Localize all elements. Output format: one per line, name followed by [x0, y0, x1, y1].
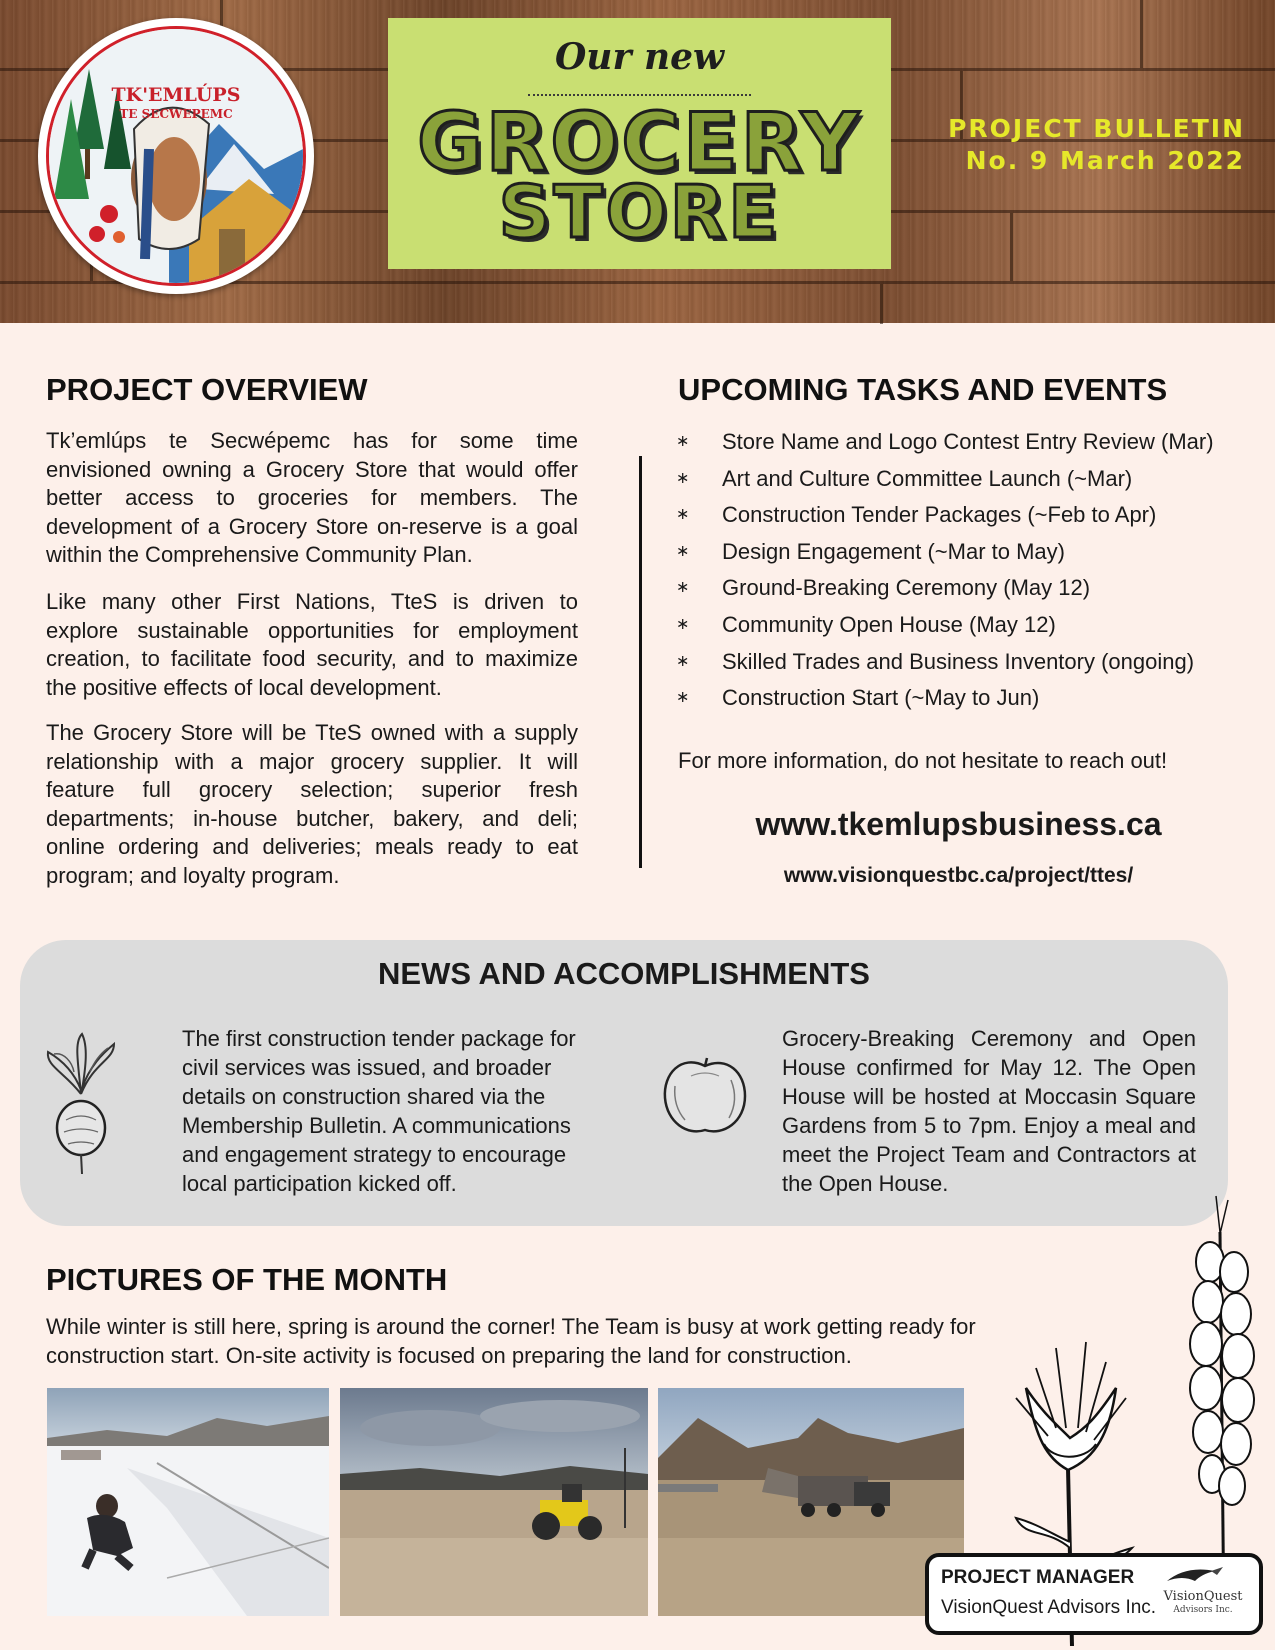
task-label: Construction Start (~May to Jun)	[722, 685, 1040, 711]
website-primary-link[interactable]: www.tkemlupsbusiness.ca	[755, 806, 1162, 842]
bullet-icon: ∗	[676, 615, 690, 633]
beet-icon	[44, 1032, 118, 1178]
visionquest-bird-icon	[1165, 1565, 1225, 1587]
visionquest-logo-line1: VisionQuest	[1163, 1589, 1243, 1604]
bullet-icon: ∗	[676, 689, 690, 707]
list-item	[676, 644, 1214, 681]
project-manager-label: PROJECT MANAGER	[941, 1567, 1135, 1588]
bulletin-label	[948, 113, 1245, 177]
title-box	[388, 18, 891, 269]
visionquest-logo-line2: Advisors Inc.	[1173, 1605, 1233, 1615]
task-label: Ground-Breaking Ceremony (May 12)	[722, 575, 1091, 601]
bullet-icon: ∗	[676, 506, 690, 524]
logo-text-line1: TK'EMLÚPS	[111, 84, 241, 106]
title-our-new: Our new	[554, 36, 725, 78]
list-item	[676, 461, 1214, 498]
task-label: Construction Tender Packages (~Feb to Apr)	[722, 502, 1157, 528]
overview-paragraph-1: Tk’emlúps te Secwépemc has for some time envisioned owning a Grocery Store that would offer better access to groceries for members. The development of a Grocery Store on-reserve is a goal within the Comprehensive Community Plan.	[46, 428, 578, 567]
task-label: Community Open House (May 12)	[722, 611, 1056, 637]
news-band	[20, 940, 1228, 1226]
project-manager-name: VisionQuest Advisors Inc.	[941, 1597, 1157, 1618]
pictures-heading: PICTURES OF THE MONTH	[46, 1262, 448, 1297]
upcoming-heading: UPCOMING TASKS AND EVENTS	[678, 372, 1168, 407]
overview-paragraph-2: Like many other First Nations, TteS is driven to explore sustainable opportunities for employment creation, to facilitate food security, and to maximize the positive effects of local development.	[46, 589, 578, 700]
bulletin-issue: No. 9 March 2022	[965, 146, 1245, 175]
title-grocery: GROCERY	[417, 96, 862, 189]
plank-seam	[880, 284, 883, 324]
website-secondary-link[interactable]: www.visionquestbc.ca/project/ttes/	[783, 864, 1134, 887]
title-store: STORE	[498, 170, 781, 254]
list-item	[676, 497, 1214, 534]
column-divider	[639, 456, 642, 868]
logo-ring	[46, 26, 306, 286]
contact-text: For more information, do not hesitate to reach out!	[678, 748, 1168, 773]
news-left-text: The first construction tender package for civil services was issued, and broader details on construction shared via the Membership Bulletin. A communications and engagement strategy to encourage local participation kicked off.	[182, 1026, 576, 1196]
overview-paragraph-3: The Grocery Store will be TteS owned with a supply relationship with a major grocery supplier. It will feature full grocery selection; superior fresh departments; in-house butcher, bakery, and deli; online ordering and deliveries; meals ready to eat program; and loyalty program.	[46, 720, 578, 888]
task-label: Store Name and Logo Contest Entry Review (Mar)	[722, 429, 1214, 454]
photo-snowy-site	[47, 1388, 329, 1616]
list-item	[676, 607, 1214, 644]
photo-dump-truck	[658, 1388, 964, 1616]
project-manager-box	[925, 1553, 1263, 1635]
logo-illustration	[49, 29, 303, 283]
bullet-icon: ∗	[676, 652, 690, 670]
list-item	[676, 534, 1214, 571]
list-item	[676, 680, 1214, 717]
logo-text-line2: TE SECWEPEMC	[119, 107, 233, 121]
news-heading: NEWS AND ACCOMPLISHMENTS	[378, 956, 870, 991]
upcoming-task-list	[676, 424, 1214, 717]
list-item	[676, 570, 1214, 607]
plank-seam	[1010, 213, 1013, 281]
photo-compactor-roller	[340, 1388, 648, 1616]
bullet-icon: ∗	[676, 542, 690, 560]
overview-heading: PROJECT OVERVIEW	[46, 372, 368, 407]
bullet-icon: ∗	[676, 469, 690, 487]
bullet-icon: ∗	[676, 579, 690, 597]
bulletin-title: PROJECT BULLETIN	[948, 114, 1245, 143]
plank-seam	[1140, 0, 1143, 68]
task-label: Design Engagement (~Mar to May)	[722, 538, 1065, 564]
task-label: Art and Culture Committee Launch (~Mar)	[722, 465, 1133, 491]
header-wood-banner	[0, 0, 1275, 323]
news-right-text: Grocery-Breaking Ceremony and Open House confirmed for May 12. The Open House will be hosted at Moccasin Square Gardens from 5 to 7pm. Enjoy a meal and meet the Project Team and Contractors at the Open House.	[782, 1026, 1196, 1196]
tkemlups-logo	[38, 18, 314, 294]
pictures-text: While winter is still here, spring is around the corner! The Team is busy at work getting ready for construction start. On-site activity is focused on preparing the land for construction.	[46, 1314, 976, 1368]
apple-icon	[661, 1056, 749, 1136]
bullet-icon: ∗	[676, 433, 690, 450]
list-item	[676, 424, 1214, 461]
task-label: Skilled Trades and Business Inventory (ongoing)	[722, 648, 1195, 674]
